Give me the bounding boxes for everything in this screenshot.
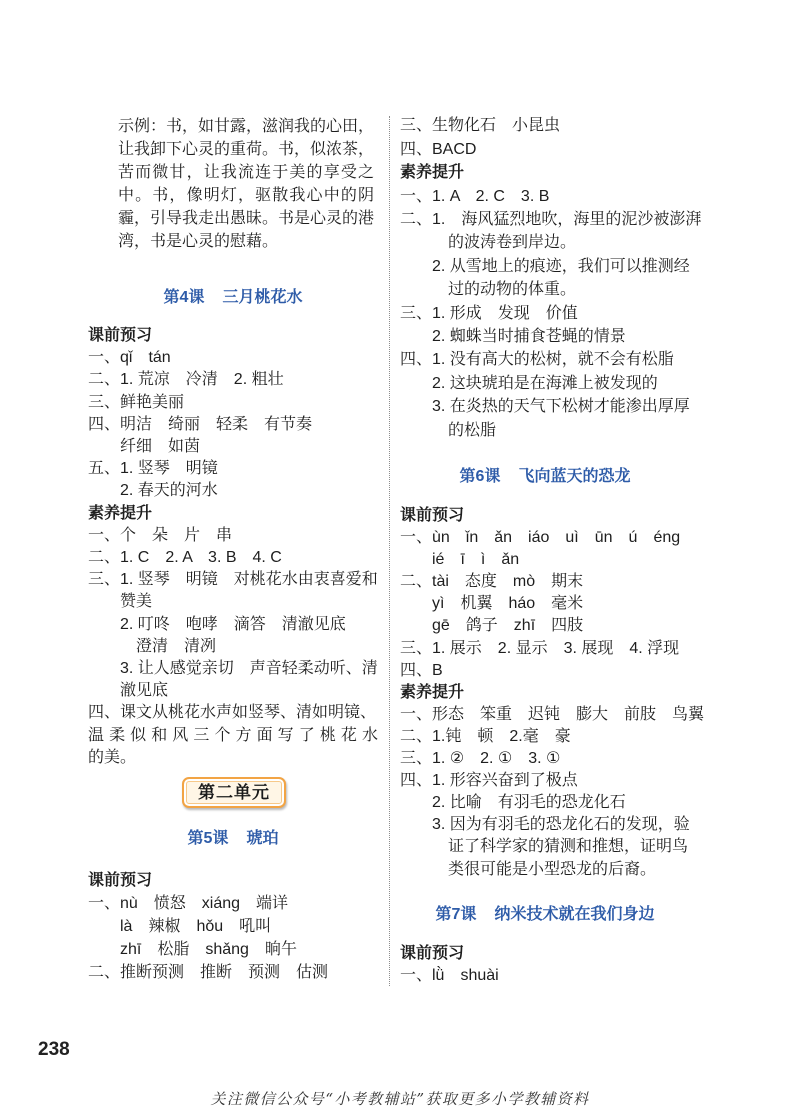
answer-line: 一、ùn ǐn ǎn iáo uì ūn ú éng <box>400 529 681 547</box>
lesson-5-answers-continued <box>400 114 702 442</box>
answer-line: 3. 因为有羽毛的恐龙化石的发现，验 <box>432 816 690 834</box>
answer-line: 一、nù 愤怒 xiáng 端详 <box>88 894 289 912</box>
answer-line: 2. 从雪地上的痕迹，我们可以推测经 <box>432 257 690 275</box>
answer-line: là 辣椒 hǒu 吼叫 <box>120 917 272 935</box>
answer-line: 二、1.钝 顿 2.毫 豪 <box>400 727 571 745</box>
answer-line: 2. 蜘蛛当时捕食苍蝇的情景 <box>432 327 626 345</box>
lesson-title: 纳米技术就在我们身边 <box>494 905 655 923</box>
section-label: 素养提升 <box>400 683 465 701</box>
answer-line: 二、1. 海风猛烈地吹，海里的泥沙被澎湃 <box>400 210 702 228</box>
lesson-label: 第4课 <box>163 288 205 306</box>
answer-line: 四、明洁 绮丽 轻柔 有节奏 <box>88 415 313 433</box>
lesson-7-answers <box>400 943 690 988</box>
lesson-title: 飞向蓝天的恐龙 <box>518 467 631 485</box>
answer-line: yì 机翼 háo 毫米 <box>432 595 584 613</box>
example-paragraph <box>118 115 374 253</box>
section-label: 课前预习 <box>400 944 465 962</box>
paragraph-line: 中。书，像明灯，驱散我心中的阴 <box>118 186 374 204</box>
answer-line: 四、1. 形容兴奋到了极点 <box>400 772 578 790</box>
section-label: 课前预习 <box>88 871 153 889</box>
answer-line: 三、1. ② 2. ① 3. ① <box>400 750 561 768</box>
unit-badge: 第二单元 <box>182 777 286 808</box>
answer-line: 3. 让人感觉亲切 声音轻柔动听、清 <box>120 660 378 678</box>
answer-line: 二、1. 荒凉 冷清 2. 粗壮 <box>88 371 284 389</box>
answer-line: 四、B <box>400 661 443 679</box>
section-label: 课前预习 <box>88 327 153 344</box>
answer-line: 纤细 如茵 <box>120 438 201 456</box>
answer-line: 二、推断预测 推断 预测 估测 <box>88 963 329 981</box>
paragraph-line: 苦而微甘，让我流连于美的享受之 <box>118 163 374 181</box>
lesson-label: 第6课 <box>459 467 501 485</box>
answer-line: 一、1. A 2. C 3. B <box>400 187 550 205</box>
answer-line: 2. 比喻 有羽毛的恐龙化石 <box>432 794 626 812</box>
section-label: 素养提升 <box>88 504 153 522</box>
answer-line: 澈见底 <box>120 682 169 700</box>
answer-line: gē 鸽子 zhī 四肢 <box>432 617 584 635</box>
answer-line: zhī 松脂 shǎng 晌午 <box>120 940 297 958</box>
lesson-5-heading <box>88 827 378 850</box>
lesson-4-heading <box>88 286 378 309</box>
answer-line: 三、生物化石 小昆虫 <box>400 117 561 135</box>
answer-line: 一、形态 笨重 迟钝 膨大 前肢 鸟翼 <box>400 705 705 723</box>
answer-line: 一、qǐ tán <box>88 349 171 367</box>
answer-line: 的波涛卷到岸边。 <box>448 234 577 252</box>
answer-line: 的松脂 <box>448 421 497 439</box>
answer-line: 一、个 朵 片 串 <box>88 526 233 544</box>
answer-line: 3. 在炎热的天气下松树才能渗出厚厚 <box>432 398 690 416</box>
lesson-4-answers <box>88 325 378 769</box>
answer-line: 证了科学家的猜测和推想，证明鸟 <box>448 838 689 856</box>
answer-line: 四、1. 没有高大的松树，就不会有松脂 <box>400 351 674 369</box>
answer-line: 温柔似和风三个方面写了桃花水 <box>88 726 378 744</box>
answer-line: 2. 这块琥珀是在海滩上被发现的 <box>432 374 658 392</box>
answer-line: 2. 春天的河水 <box>120 482 218 500</box>
answer-line: ié ī ì ǎn <box>432 551 520 569</box>
answer-line: 2. 叮咚 咆哮 滴答 清澈见底 <box>120 615 346 633</box>
answer-line: 的美。 <box>88 748 137 766</box>
answer-line: 赞美 <box>120 593 153 611</box>
paragraph-line: 霾，引导我走出愚昧。书是心灵的港 <box>118 209 375 227</box>
paragraph-line: 示例：书，如甘露，滋润我的心田， <box>118 117 375 135</box>
answer-line: 三、1. 形成 发现 价值 <box>400 304 578 322</box>
footer-watermark: 关注微信公众号“小考教辅站”获取更多小学教辅资料 <box>210 1090 590 1108</box>
column-divider <box>389 116 390 986</box>
lesson-title: 琥珀 <box>246 829 279 847</box>
answer-line: 过的动物的体重。 <box>448 281 577 299</box>
lesson-5-answers <box>88 869 378 984</box>
answer-line: 一、lǜ shuài <box>400 967 499 985</box>
answer-line: 类很可能是小型恐龙的后裔。 <box>448 860 657 878</box>
lesson-label: 第5课 <box>187 829 229 847</box>
lesson-7-heading <box>400 903 690 926</box>
answer-line: 五、1. 竖琴 明镜 <box>88 460 218 478</box>
answer-line: 二、tài 态度 mò 期末 <box>400 573 584 591</box>
section-label: 课前预习 <box>400 507 465 524</box>
paragraph-line: 湾，书是心灵的慰藉。 <box>118 232 279 250</box>
answer-line: 三、鲜艳美丽 <box>88 393 185 411</box>
answer-line: 三、1. 竖琴 明镜 对桃花水由衷喜爱和 <box>88 571 378 589</box>
answer-line: 四、BACD <box>400 140 477 158</box>
answer-line: 澄清 清冽 <box>136 637 217 655</box>
lesson-6-heading <box>400 465 690 488</box>
lesson-6-answers <box>400 505 705 881</box>
lesson-title: 三月桃花水 <box>222 288 303 306</box>
page-number: 238 <box>38 1039 70 1060</box>
answer-line: 三、1. 展示 2. 显示 3. 展现 4. 浮现 <box>400 639 680 657</box>
lesson-label: 第7课 <box>435 905 477 923</box>
answer-line: 二、1. C 2. A 3. B 4. C <box>88 549 282 567</box>
answer-line: 四、课文从桃花水声如竖琴、清如明镜、 <box>88 704 377 722</box>
paragraph-line: 让我卸下心灵的重荷。书，似浓茶， <box>118 140 375 158</box>
section-label: 素养提升 <box>400 164 465 182</box>
